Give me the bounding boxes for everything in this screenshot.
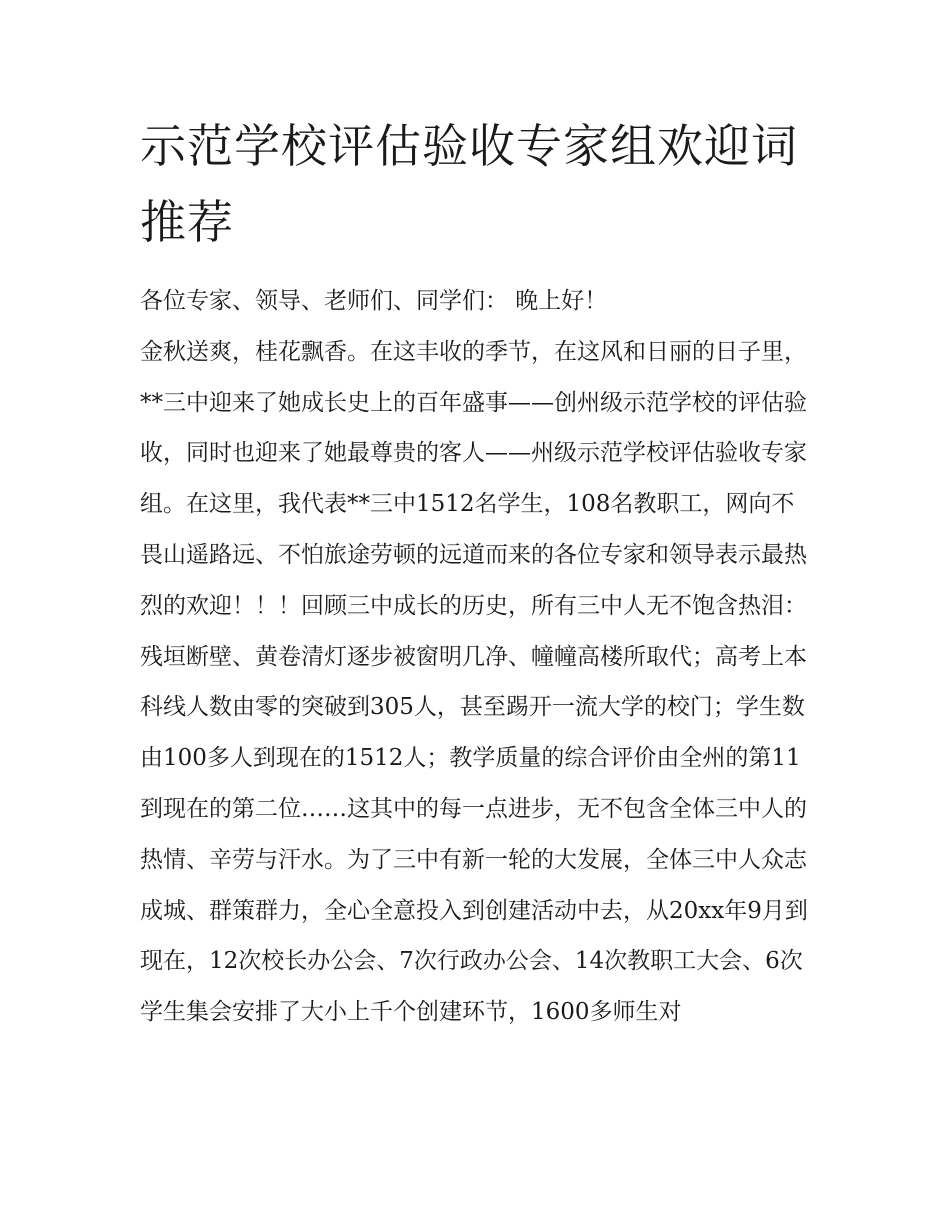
body-paragraph: 金秋送爽，桂花飘香。在这丰收的季节，在这风和日丽的日子里，**三中迎来了她成长史上的百年盛事——创州级示范学校的评估验收，同时也迎来了她最尊贵的客人——州级示范学校评估验收专家组。在这里，我代表**三中1512名学生，108名教职工，网向不畏山遥路远、不怕旅途劳顿的远道而来的各位专家和领导表示最热烈的欢迎！！！回顾三中成长的历史，所有三中人无不饱含热泪：残垣断壁、黄卷清灯逐步被窗明几净、幢幢高楼所取代；高考上本科线人数由零的突破到305人，甚至踢开一流大学的校门；学生数由100多人到现在的1512人；教学质量的综合评价由全州的第11到现在的第二位……这其中的每一点进步，无不包含全体三中人的热情、辛劳与汗水。为了三中有新一轮的大发展，全体三中人众志成城、群策群力，全心全意投入到创建活动中去，从20xx年9月到现在，12次校长办公会、7次行政办公会、14次教职工大会、6次学生集会安排了大小上千个创建环节，1600多师生对 (140, 338, 808, 1026)
greeting-line: 各位专家、领导、老师们、同学们： 晚上好！ (140, 288, 608, 314)
document-title: 示范学校评估验收专家组欢迎词推荐 (140, 119, 798, 249)
document-body (140, 276, 816, 1038)
